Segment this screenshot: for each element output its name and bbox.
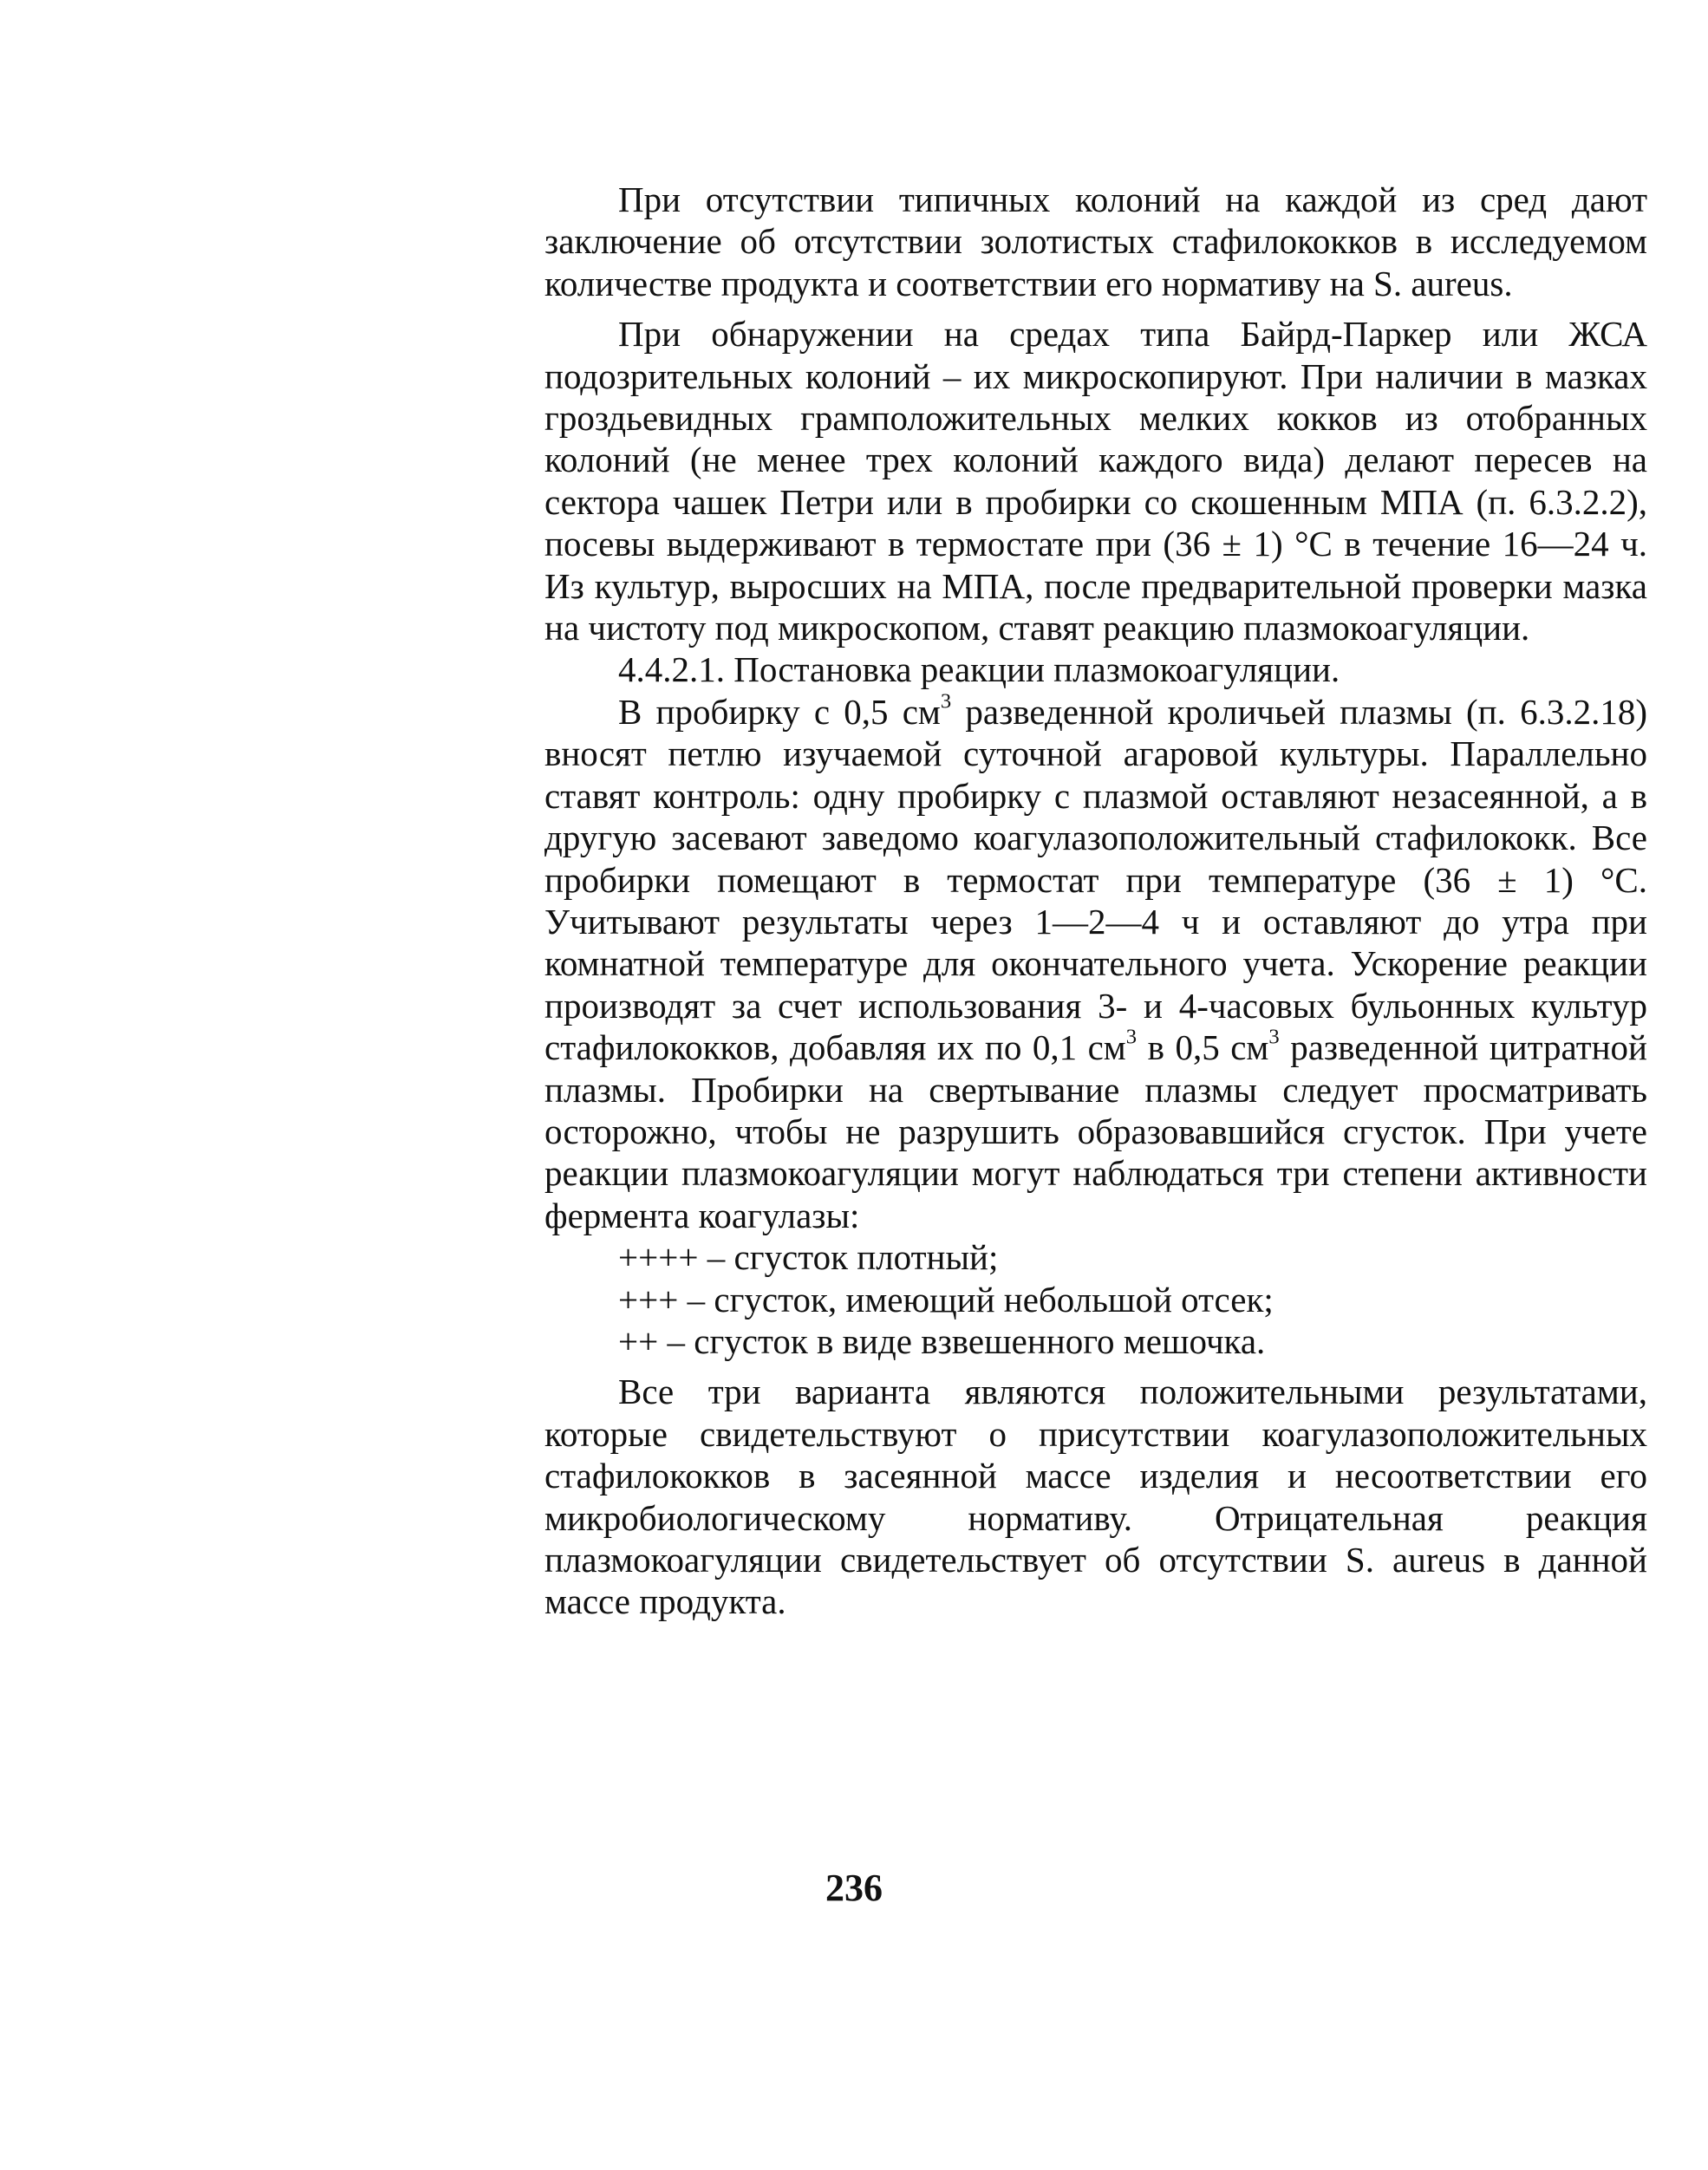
section-heading: 4.4.2.1. Постановка реакции плазмокоагуляции. xyxy=(618,649,1340,690)
paragraph-text-segment: разведенной цитратной плазмы. Пробирки на свертывание плазмы следует просматривать осторожно, чтобы не разрушить образовавшийся сгусток. При учете реакции плазмокоагуляции могут наблюдаться три степени активности фермента коагулазы: xyxy=(544,1027,1647,1235)
paragraph-text-segment: разведенной кроличьей плазмы (п. 6.3.2.18) вносят петлю изучаемой суточной агаровой культуры. Параллельно ставят контроль: одну пробирку с плазмой оставляют незасеянной, а в другую засевают заведомо коагулазоположительный стафилококк. Все пробирки помещают в термостат при температуре (36 ± 1) °С. Учитывают результаты через 1—2—4 ч и оставляют до утра при комнатной температуре для окончательного учета. Ускорение реакции производят за счет использования 3- и 4-часовых бульонных культур стафилококков, добавляя их по 0,1 см xyxy=(544,691,1647,1068)
paragraph-conclusion: Все три варианта являются положительными результатами, которые свидетельствуют о присутствии коагулазоположительных стафилококков в засеянной массе изделия и несоответствии его микробиологическому нормативу. Отрицательная реакция плазмокоагуляции свидетельствует об отсутствии S. aureus в данной массе продукта. xyxy=(544,1372,1647,1622)
list-item: ++++ – сгусток плотный; xyxy=(618,1237,999,1278)
list-item: ++ – сгусток в виде взвешенного мешочка. xyxy=(618,1320,1266,1361)
list-item: +++ – сгусток, имеющий небольшой отсек; xyxy=(618,1279,1274,1320)
paragraph-text-segment: в 0,5 см xyxy=(1137,1027,1269,1068)
paragraph-no-typical-colonies: При отсутствии типичных колоний на каждой из сред дают заключение об отсутствии золотистых стафилококков в исследуемом количестве продукта и соответствии его нормативу на S. aureus. xyxy=(544,179,1647,303)
text-block xyxy=(544,179,1647,1623)
paragraph-plasmocoagulation-procedure xyxy=(544,691,1647,1236)
page-number: 236 xyxy=(825,1867,883,1909)
superscript-cube: 3 xyxy=(1268,1025,1280,1049)
superscript-cube: 3 xyxy=(1125,1025,1138,1049)
paragraph-text-segment: В пробирку с 0,5 см xyxy=(618,691,941,732)
superscript-cube: 3 xyxy=(940,689,952,714)
paragraph-suspicious-colonies: При обнаружении на средах типа Байрд-Паркер или ЖСА подозрительных колоний – их микроскопируют. При наличии в мазках гроздьевидных грамположительных мелких кокков из отобранных колоний (не менее трех колоний каждого вида) делают пересев на сектора чашек Петри или в пробирки со скошенным МПА (п. 6.3.2.2), посевы выдерживают в термостате при (36 ± 1) °С в течение 16—24 ч. Из культур, выросших на МПА, после предварительной проверки мазка на чистоту под микроскопом, ставят реакцию плазмокоагуляции. xyxy=(544,314,1647,648)
